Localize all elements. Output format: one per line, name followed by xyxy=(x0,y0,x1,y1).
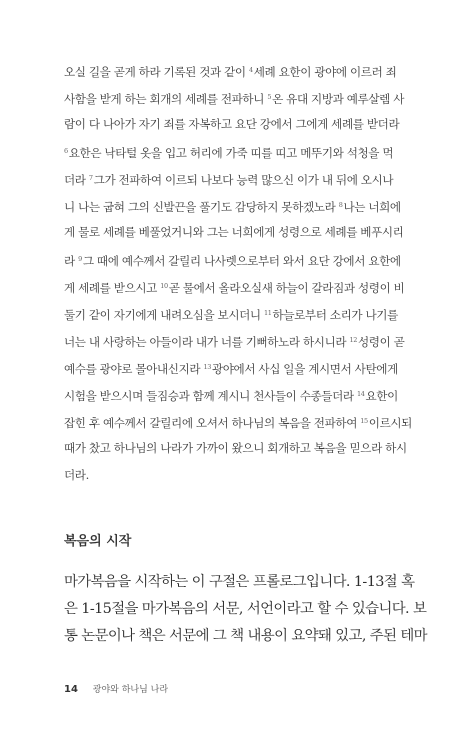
page-number: 14 xyxy=(64,684,78,695)
verse-text: 온 유대 지방과 예루살렘 사 xyxy=(272,92,404,106)
verse-text: 곧 물에서 올라오실새 하늘이 갈라짐과 성령이 비 xyxy=(168,281,405,295)
verse-text: 이르시되 xyxy=(368,416,412,430)
running-title: 광야와 하나님 나라 xyxy=(92,685,169,695)
scripture-line xyxy=(64,435,406,462)
verse-text: 나는 너희에 xyxy=(343,200,401,214)
scripture-line xyxy=(64,192,406,219)
scripture-line xyxy=(64,57,406,84)
verse-text: 니 나는 굽혀 그의 신발끈을 풀기도 감당하지 못하겠노라 xyxy=(64,200,339,214)
verse-text: 그가 전파하여 이르되 나보다 능력 많으신 이가 내 뒤에 오시나 xyxy=(93,173,394,187)
scripture-line xyxy=(64,111,406,138)
verse-number: 7 xyxy=(88,174,93,182)
page-footer xyxy=(64,682,168,695)
verse-text: 하늘로부터 소리가 나기를 xyxy=(272,308,398,322)
scripture-line xyxy=(64,165,406,192)
verse-text: 둘기 같이 자기에게 내려오심을 보시더니 xyxy=(64,308,265,322)
verse-text: 람이 다 나아가 자기 죄를 자복하고 요단 강에서 그에게 세례를 받더라 xyxy=(64,117,400,131)
verse-number: 5 xyxy=(267,93,272,101)
verse-text: 그 때에 예수께서 갈릴리 나사렛으로부터 와서 요단 강에서 요한에 xyxy=(82,254,401,268)
verse-number: 12 xyxy=(349,336,357,344)
verse-text: 더라. xyxy=(64,468,89,482)
body-paragraph xyxy=(64,569,427,650)
body-line: 마가복음을 시작하는 이 구절은 프롤로그입니다. 1-13절 혹 xyxy=(64,574,415,590)
verse-text: 예수를 광야로 몰아내신지라 xyxy=(64,362,204,376)
scripture-line xyxy=(64,138,406,165)
body-line: 통 논문이나 책은 서문에 그 책 내용이 요약돼 있고, 주된 테마 xyxy=(64,628,427,644)
scripture-line xyxy=(64,246,406,273)
verse-number: 8 xyxy=(338,201,343,209)
verse-text: 너는 내 사랑하는 아들이라 내가 너를 기뻐하노라 하시니라 xyxy=(64,335,350,349)
verse-number: 15 xyxy=(360,417,368,425)
verse-text: 시험을 받으시며 들짐승과 함께 계시니 천사들이 수종들더라 xyxy=(64,389,357,403)
body-line: 은 1-15절을 마가복음의 서문, 서언이라고 할 수 있습니다. 보 xyxy=(64,601,427,617)
verse-text: 라 xyxy=(64,254,79,268)
verse-number: 10 xyxy=(160,282,168,290)
scripture-line xyxy=(64,84,406,111)
verse-text: 세례 요한이 광야에 이르러 죄 xyxy=(253,65,397,79)
verse-text: 요한이 xyxy=(365,389,398,403)
scripture-line xyxy=(64,219,406,246)
scripture-line xyxy=(64,381,406,408)
verse-number: 9 xyxy=(78,255,82,263)
verse-text: 광야에서 사십 일을 계시면서 사탄에게 xyxy=(211,362,398,376)
verse-text: 잡힌 후 예수께서 갈릴리에 오셔서 하나님의 복음을 전파하여 xyxy=(64,416,361,430)
verse-text: 더라 xyxy=(64,173,89,187)
verse-text: 게 세례를 받으시고 xyxy=(64,281,161,295)
verse-number: 6 xyxy=(64,147,68,155)
verse-number: 11 xyxy=(264,309,272,317)
verse-number: 14 xyxy=(357,390,365,398)
verse-text: 사함을 받게 하는 회개의 세례를 전파하니 xyxy=(64,92,268,106)
scripture-line xyxy=(64,327,406,354)
scripture-passage xyxy=(64,57,412,489)
scripture-line xyxy=(64,462,406,489)
scripture-line xyxy=(64,300,406,327)
verse-number: 4 xyxy=(249,66,253,74)
scripture-line xyxy=(64,354,406,381)
verse-number: 13 xyxy=(203,363,211,371)
verse-text: 성령이 곧 xyxy=(357,335,405,349)
verse-text: 때가 찼고 하나님의 나라가 가까이 왔으니 회개하고 복음을 믿으라 하시 xyxy=(64,441,407,455)
verse-text: 게 물로 세례를 베풀었거니와 그는 너희에게 성령으로 세례를 베푸시리 xyxy=(64,225,404,239)
scripture-line xyxy=(64,408,412,435)
verse-text: 오실 길을 곧게 하라 기록된 것과 같이 xyxy=(64,65,249,79)
section-heading: 복음의 시작 xyxy=(64,534,132,549)
verse-text: 요한은 낙타털 옷을 입고 허리에 가죽 띠를 띠고 메뚜기와 석청을 먹 xyxy=(68,146,394,160)
scripture-line xyxy=(64,273,406,300)
